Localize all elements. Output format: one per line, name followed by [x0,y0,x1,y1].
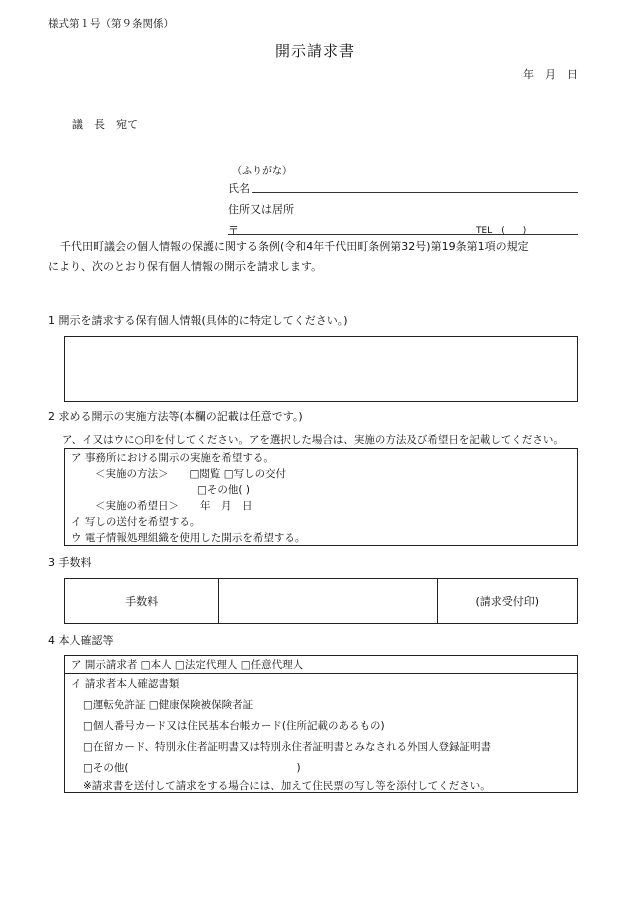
address-label: 住所又は居所 [228,203,294,216]
disclosure-method-box [64,448,578,546]
intro-paragraph [48,237,588,277]
id-docs-box [64,672,578,793]
section1-heading: 1 開示を請求する保有個人情報(具体的に特定してください。) [48,314,348,327]
intro-line-2: により、次のとおり保有個人情報の開示を請求します。 [48,260,323,273]
fee-label: 手数料 [65,579,219,623]
section4-heading: 4 本人確認等 [48,634,114,647]
option-c[interactable]: ウ 電子情報処理組織を使用した開示を希望する。 [71,532,306,544]
tel-label: TEL ( ) [476,226,527,236]
fee-table [64,578,578,624]
id-doc-option[interactable]: □個人番号カード又は住民基本台帳カード(住所記載のあるもの) [83,720,385,732]
postal-mark: 〒 [228,224,239,237]
id-doc-option[interactable]: □運転免許証 □健康保険被保険者証 [83,699,254,711]
name-label: 氏名 [228,182,250,195]
section2-heading: 2 求める開示の実施方法等(本欄の記載は任意です。) [48,410,303,423]
requested-info-box[interactable] [64,336,578,402]
option-a[interactable]: ア 事務所における開示の実施を希望する。 [71,452,274,464]
intro-line-1: 千代田町議会の個人情報の保護に関する条例(令和4年千代田町条例第32号)第19条第1項の規定 [60,240,529,253]
address-field[interactable] [228,234,578,235]
id-doc-option[interactable]: □在留カード、特別永住者証明書又は特別永住者証明書とみなされる外国人登録証明書 [83,741,491,753]
id-docs-title: イ 請求者本人確認書類 [71,678,180,690]
option-b[interactable]: イ 写しの送付を希望する。 [71,516,201,528]
name-field[interactable] [252,192,578,193]
section2-note: ア、イ又はウに○印を付してください。アを選択した場合は、実施の方法及び希望日を記載してください。 [62,434,564,446]
page-title: 開示請求書 [274,42,355,60]
addressee: 議 長 宛て [72,118,138,131]
section3-heading: 3 手数料 [48,556,92,569]
requester-type-row[interactable]: ア 開示請求者 □本人 □法定代理人 □任意代理人 [71,659,304,671]
furigana-label: （ふりがな） [232,166,292,177]
date-field[interactable]: 年 月 日 [523,68,578,81]
method-other[interactable]: □その他( ) [197,484,250,496]
form-number: 様式第１号（第９条関係） [48,18,174,30]
receipt-stamp-label: (請求受付印) [475,595,540,608]
desired-date-row[interactable]: ＜実施の希望日＞ 年 月 日 [95,500,253,512]
fee-value[interactable] [219,579,437,623]
method-row[interactable]: ＜実施の方法＞ □閲覧 □写しの交付 [95,468,287,480]
mail-request-note: ※請求書を送付して請求をする場合には、加えて住民票の写し等を添付してください。 [83,780,491,792]
id-doc-other[interactable]: □その他( ) [83,762,301,774]
